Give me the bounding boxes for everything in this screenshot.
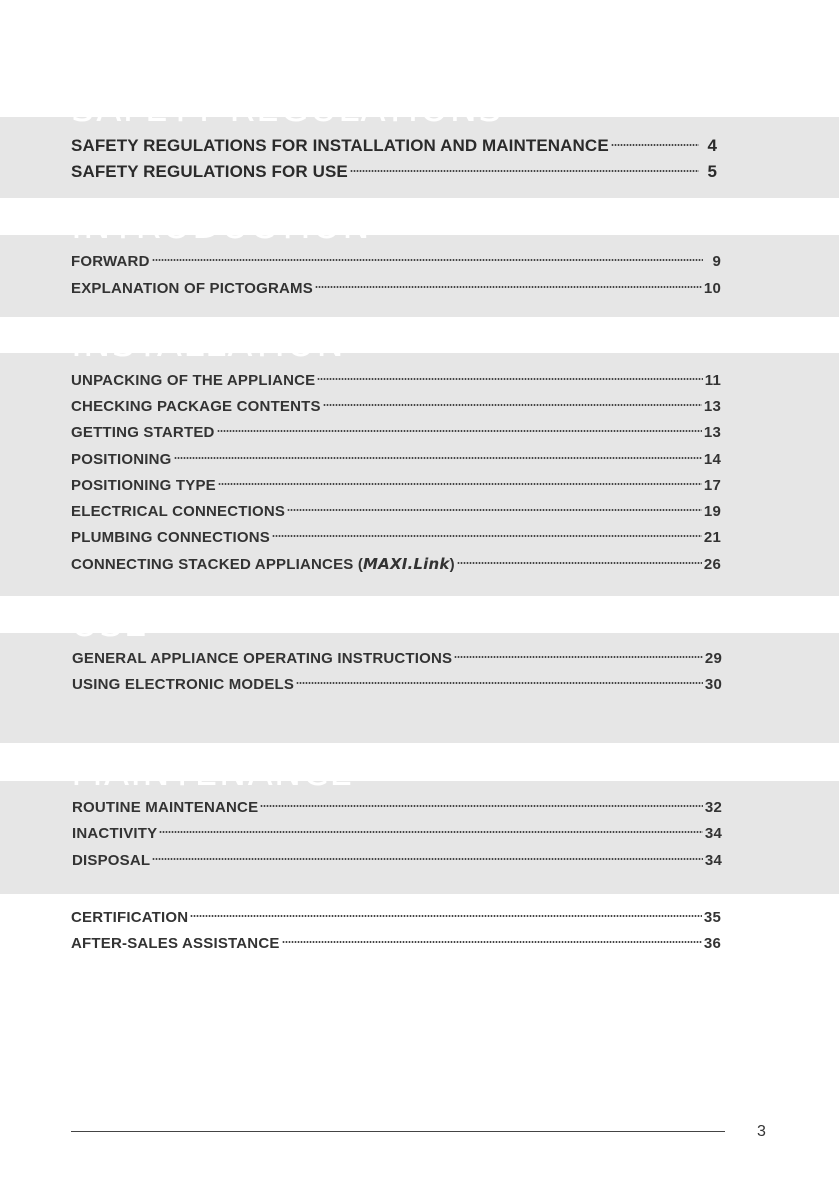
- toc-entry-page: 34: [704, 825, 722, 842]
- toc-entry-label: GENERAL APPLIANCE OPERATING INSTRUCTIONS: [72, 650, 453, 667]
- toc-entry-page: 14: [703, 451, 721, 468]
- toc-entry-label: GETTING STARTED: [71, 424, 215, 441]
- toc-entry-page: 34: [704, 852, 722, 869]
- toc-entry-label: UNPACKING OF THE APPLIANCE: [71, 372, 316, 389]
- toc-entry[interactable]: [72, 650, 722, 668]
- leader-dots: [152, 856, 703, 862]
- toc-entry-label-end: ): [449, 556, 455, 573]
- toc-entry-page: 26: [703, 556, 721, 573]
- section-title-maintenance: MAINTENANCE: [71, 751, 354, 794]
- leader-dots: [152, 257, 703, 263]
- toc-entry[interactable]: [71, 909, 721, 927]
- toc-entry[interactable]: [71, 424, 721, 442]
- toc-entry-page: 11: [704, 372, 721, 389]
- toc-entry[interactable]: [72, 825, 722, 843]
- toc-entry-label: POSITIONING TYPE: [71, 477, 216, 494]
- toc-entry[interactable]: [72, 676, 722, 694]
- section-title-use: USE: [71, 602, 148, 645]
- maxi-link-brand: MAXI.Link: [363, 555, 450, 573]
- toc-entry-label: POSITIONING: [71, 451, 172, 468]
- leader-dots: [260, 803, 703, 809]
- toc-entry-page: 10: [703, 280, 721, 297]
- toc-entry-page: 21: [703, 529, 721, 546]
- toc-entry-label: ROUTINE MAINTENANCE: [72, 799, 259, 816]
- leader-dots: [159, 829, 703, 835]
- section-title-introduction: INTRODUCTION: [71, 204, 371, 247]
- toc-entry-page: 30: [704, 676, 722, 693]
- leader-dots: [217, 428, 702, 434]
- footer-rule: [71, 1131, 725, 1132]
- toc-entry[interactable]: [71, 529, 721, 547]
- leader-dots: [296, 680, 703, 686]
- leader-dots: [272, 533, 702, 539]
- toc-entry-page: 13: [703, 398, 721, 415]
- toc-entry-page: 19: [703, 503, 721, 520]
- toc-entry-label: FORWARD: [71, 253, 150, 270]
- leader-dots: [323, 402, 702, 408]
- leader-dots: [174, 455, 702, 461]
- leader-dots: [218, 481, 702, 487]
- toc-entry-page: 5: [707, 162, 717, 181]
- toc-entry[interactable]: [71, 451, 721, 469]
- toc-entry-label: ELECTRICAL CONNECTIONS: [71, 503, 286, 520]
- toc-entry-label: EXPLANATION OF PICTOGRAMS: [71, 280, 313, 297]
- toc-entry-label: SAFETY REGULATIONS FOR USE: [71, 162, 348, 181]
- toc-entry[interactable]: [71, 398, 721, 416]
- leader-dots: [190, 913, 702, 919]
- toc-entry-label: [71, 555, 455, 574]
- toc-entry-page: 13: [703, 424, 721, 441]
- leader-dots: [317, 376, 702, 382]
- toc-entry[interactable]: [71, 280, 721, 298]
- section-title-safety: SAFETY REGULATIONS: [71, 87, 503, 130]
- page-number: 3: [757, 1123, 766, 1140]
- toc-entry-label: INACTIVITY: [72, 825, 158, 842]
- toc-entry-label-start: CONNECTING STACKED APPLIANCES (: [71, 556, 364, 573]
- toc-entry[interactable]: [71, 137, 717, 155]
- toc-entry[interactable]: [71, 935, 721, 953]
- toc-entry[interactable]: [71, 477, 721, 495]
- toc-entry-page: 35: [703, 909, 721, 926]
- toc-entry-page: 32: [704, 799, 722, 816]
- toc-entry-label: DISPOSAL: [72, 852, 151, 869]
- toc-entry[interactable]: [71, 372, 721, 390]
- leader-dots: [611, 142, 699, 148]
- leader-dots: [350, 168, 699, 174]
- toc-entry-page: 29: [704, 650, 722, 667]
- leader-dots: [282, 939, 702, 945]
- toc-entry[interactable]: [71, 163, 717, 181]
- section-band-introduction: [0, 235, 839, 317]
- toc-entry-label: CERTIFICATION: [71, 909, 189, 926]
- toc-entry-page: 17: [703, 477, 721, 494]
- toc-entry[interactable]: [71, 555, 721, 574]
- section-title-installation: INSTALLATION: [71, 322, 345, 365]
- toc-entry-page: 4: [707, 136, 717, 155]
- toc-entry-label: SAFETY REGULATIONS FOR INSTALLATION AND MAINTENANCE: [71, 136, 609, 155]
- leader-dots: [287, 507, 702, 513]
- toc-entry-label: PLUMBING CONNECTIONS: [71, 529, 270, 546]
- leader-dots: [454, 654, 703, 660]
- toc-entry-page: 9: [712, 253, 721, 270]
- toc-entry[interactable]: [72, 799, 722, 817]
- toc-entry[interactable]: [71, 253, 721, 271]
- leader-dots: [457, 560, 702, 566]
- toc-entry-label: USING ELECTRONIC MODELS: [72, 676, 295, 693]
- toc-entry[interactable]: [72, 852, 722, 870]
- toc-entry-page: 36: [703, 935, 721, 952]
- toc-entry-label: CHECKING PACKAGE CONTENTS: [71, 398, 321, 415]
- leader-dots: [315, 284, 702, 290]
- toc-entry[interactable]: [71, 503, 721, 521]
- toc-entry-label: AFTER-SALES ASSISTANCE: [71, 935, 280, 952]
